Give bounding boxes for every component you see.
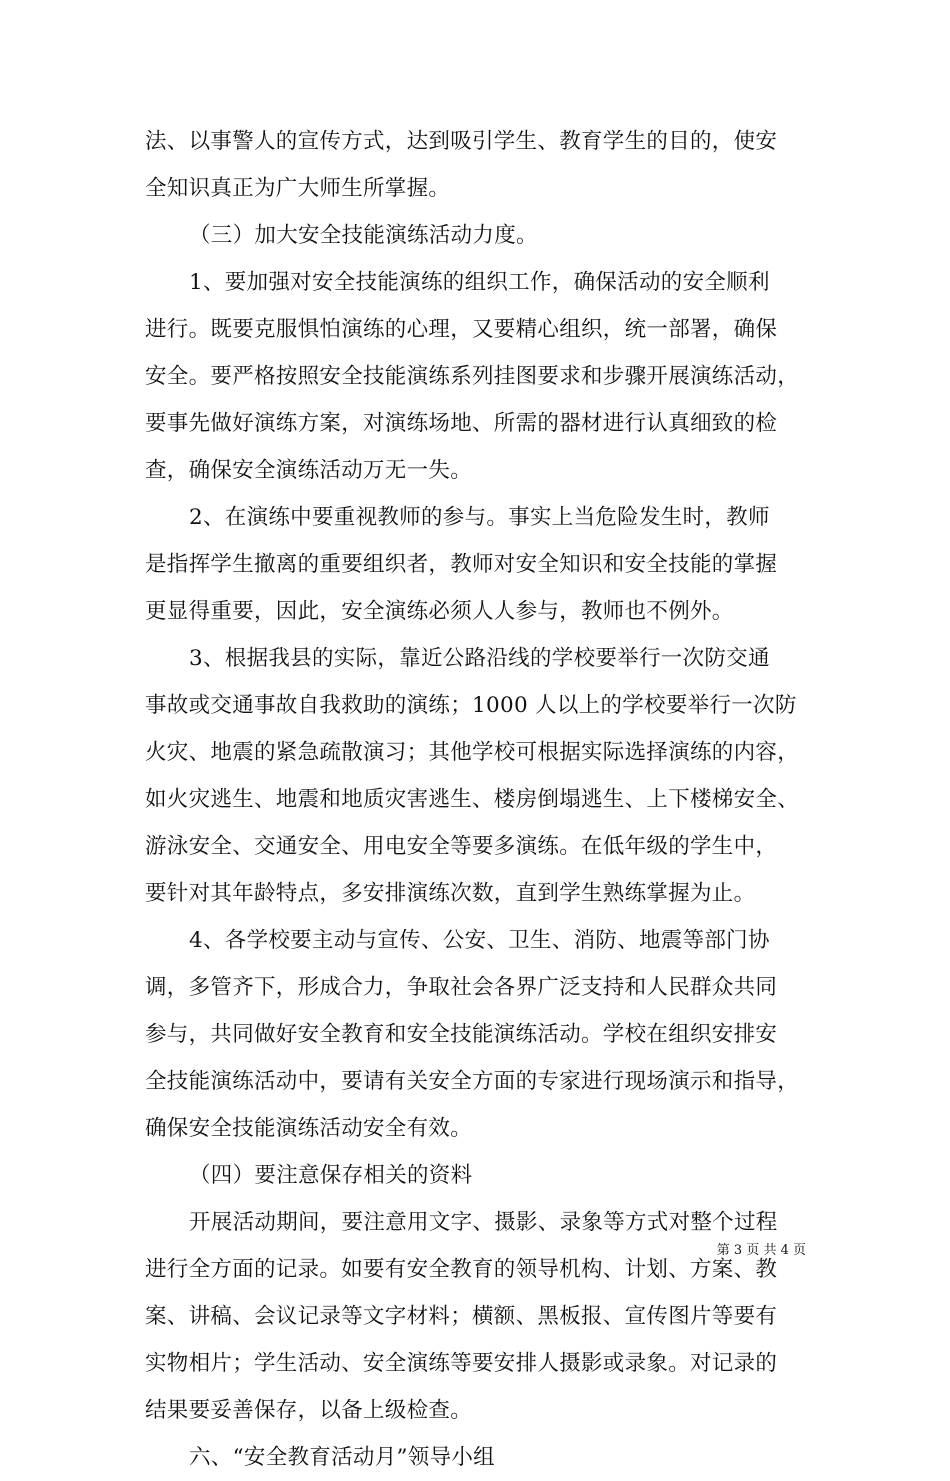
text-line: 4、各学校要主动与宣传、公安、卫生、消防、地震等部门协 xyxy=(189,928,770,953)
text-line: 实物相片；学生活动、安全演练等要安排人摄影或录象。对记录的 xyxy=(145,1351,778,1376)
text-line: 参与，共同做好安全教育和安全技能演练活动。学校在组织安排安 xyxy=(145,1022,778,1047)
text-line: 2、在演练中要重视教师的参与。事实上当危险发生时，教师 xyxy=(189,505,770,530)
text-line: （四）要注意保存相关的资料 xyxy=(189,1163,473,1188)
text-line: 火灾、地震的紧急疏散演习；其他学校可根据实际选择演练的内容， xyxy=(145,740,800,765)
text-line: 更显得重要，因此，安全演练必须人人参与，教师也不例外。 xyxy=(145,599,734,624)
text-line: 要针对其年龄特点，多安排演练次数，直到学生熟练掌握为止。 xyxy=(145,881,756,906)
text-line: 安全。要严格按照安全技能演练系列挂图要求和步骤开展演练活动， xyxy=(145,364,800,389)
text-line: 是指挥学生撤离的重要组织者，教师对安全知识和安全技能的掌握 xyxy=(145,552,778,577)
text-line: 事故或交通事故自我救助的演练；1000 人以上的学校要举行一次防 xyxy=(145,693,797,718)
text-line: 调，多管齐下，形成合力，争取社会各界广泛支持和人民群众共同 xyxy=(145,975,778,1000)
text-line: 如火灾逃生、地震和地质灾害逃生、楼房倒塌逃生、上下楼梯安全、 xyxy=(145,787,800,812)
page-number-footer: 第 3 页 共 4 页 xyxy=(716,1243,806,1258)
text-line: 游泳安全、交通安全、用电安全等要多演练。在低年级的学生中， xyxy=(145,834,778,859)
text-line: 进行全方面的记录。如要有安全教育的领导机构、计划、方案、教 xyxy=(145,1257,778,1282)
text-line: （三）加大安全技能演练活动力度。 xyxy=(189,223,538,248)
text-line: 1、要加强对安全技能演练的组织工作，确保活动的安全顺利 xyxy=(189,270,770,295)
text-line: 结果要妥善保存，以备上级检查。 xyxy=(145,1398,473,1423)
text-line: 全技能演练活动中，要请有关安全方面的专家进行现场演示和指导， xyxy=(145,1069,800,1094)
text-line: 全知识真正为广大师生所掌握。 xyxy=(145,176,451,201)
text-line: 要事先做好演练方案，对演练场地、所需的器材进行认真细致的检 xyxy=(145,411,778,436)
text-line: 开展活动期间，要注意用文字、摄影、录象等方式对整个过程 xyxy=(189,1210,778,1235)
text-line: 查，确保安全演练活动万无一失。 xyxy=(145,458,473,483)
text-line: 六、“安全教育活动月”领导小组 xyxy=(189,1445,495,1470)
text-line: 法、以事警人的宣传方式，达到吸引学生、教育学生的目的，使安 xyxy=(145,129,778,154)
text-line: 进行。既要克服惧怕演练的心理，又要精心组织，统一部署，确保 xyxy=(145,317,778,342)
text-line: 确保安全技能演练活动安全有效。 xyxy=(145,1116,473,1141)
text-line: 案、讲稿、会议记录等文字材料；横额、黑板报、宣传图片等要有 xyxy=(145,1304,778,1329)
document-body xyxy=(145,118,825,1481)
text-line: 3、根据我县的实际，靠近公路沿线的学校要举行一次防交通 xyxy=(189,646,770,671)
